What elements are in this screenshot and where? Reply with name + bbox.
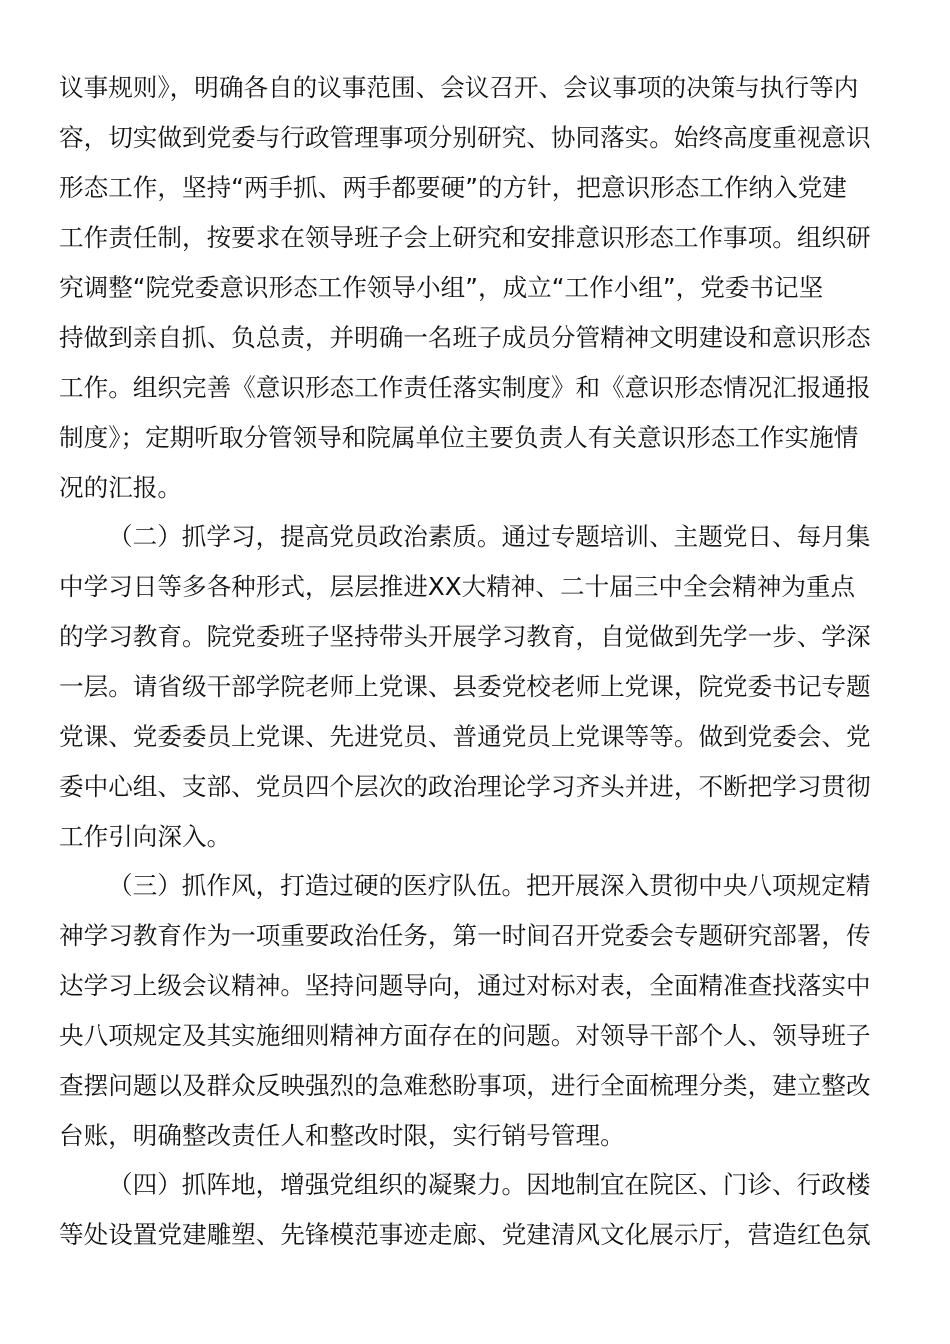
text-line-10: （二）抓学习，提高党员政治素质。通过专题培训、主题党日、每月集: [108, 522, 871, 551]
text-line-14: 党课、党委委员上党课、先进党员、普通党员上党课等等。做到党委会、党: [59, 722, 871, 751]
text-line-20: 央八项规定及其实施细则精神方面存在的问题。对领导干部个人、领导班子: [59, 1021, 871, 1050]
text-line-5: 究调整“院党委意识形态工作领导小组”，成立“工作小组”，党委书记坚: [59, 273, 824, 302]
text-line-7: 工作。组织完善《意识形态工作责任落实制度》和《意识形态情况汇报通报: [59, 373, 871, 402]
text-line-22: 台账，明确整改责任人和整改时限，实行销号管理。: [59, 1121, 625, 1150]
text-line-1: 议事规则》，明确各自的议事范围、会议召开、会议事项的决策与执行等内: [59, 73, 859, 102]
text-line-17: （三）抓作风，打造过硬的医疗队伍。把开展深入贯彻中央八项规定精: [108, 871, 871, 900]
text-line-8: 制度》；定期听取分管领导和院属单位主要负责人有关意识形态工作实施情: [59, 423, 859, 452]
text-line-21: 查摆问题以及群众反映强烈的急难愁盼事项，进行全面梳理分类，建立整改: [59, 1071, 871, 1100]
text-line-12: 的学习教育。院党委班子坚持带头开展学习教育，自觉做到先学一步、学深: [59, 622, 871, 651]
text-line-11: 中学习日等多各种形式，层层推进XX大精神、二十届三中全会精神为重点: [59, 572, 856, 601]
text-line-2: 容，切实做到党委与行政管理事项分别研究、协同落实。始终高度重视意识: [59, 123, 871, 152]
text-line-15: 委中心组、支部、党员四个层次的政治理论学习齐头并进，不断把学习贯彻: [59, 772, 871, 801]
text-line-23: （四）抓阵地，增强党组织的凝聚力。因地制宜在院区、门诊、行政楼: [108, 1170, 871, 1199]
text-line-4: 工作责任制，按要求在领导班子会上研究和安排意识形态工作事项。组织研: [59, 223, 871, 252]
text-line-24: 等处设置党建雕塑、先锋模范事迹走廊、党建清风文化展示厅，营造红色氛: [59, 1220, 871, 1249]
text-line-9: 况的汇报。: [59, 473, 182, 502]
text-line-6: 持做到亲自抓、负总责，并明确一名班子成员分管精神文明建设和意识形态: [59, 323, 871, 352]
text-line-19: 达学习上级会议精神。坚持问题导向，通过对标对表，全面精准查找落实中: [59, 971, 871, 1000]
text-line-13: 一层。请省级干部学院老师上党课、县委党校老师上党课，院党委书记专题: [59, 672, 871, 701]
text-line-18: 神学习教育作为一项重要政治任务，第一时间召开党委会专题研究部署，传: [59, 921, 871, 950]
text-line-16: 工作引向深入。: [59, 822, 232, 851]
text-line-3: 形态工作，坚持“两手抓、两手都要硬”的方针，把意识形态工作纳入党建: [59, 173, 847, 202]
